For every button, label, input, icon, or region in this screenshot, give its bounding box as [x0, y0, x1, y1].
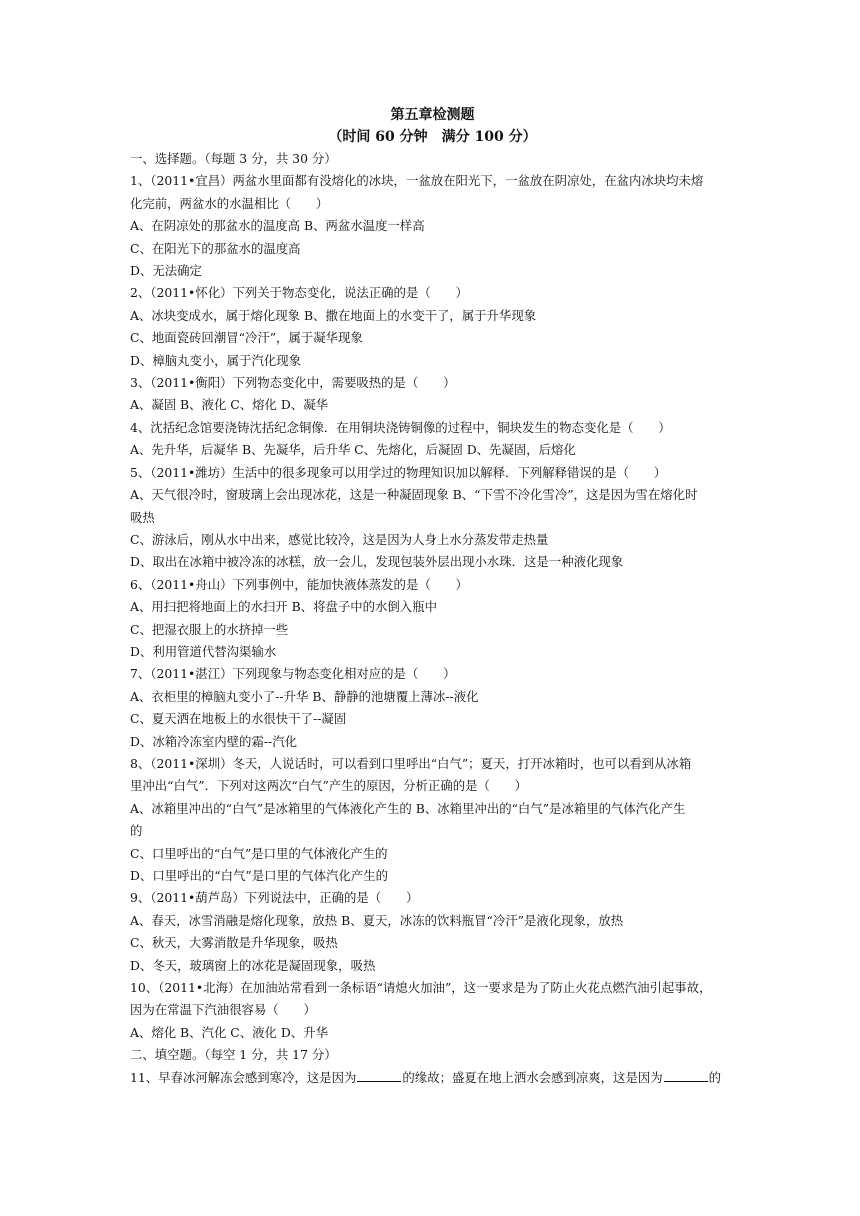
text-line: 吸热	[130, 509, 155, 525]
text-line: C、夏天洒在地板上的水很快干了--凝固	[130, 711, 347, 727]
text-line: 化完前，两盆水的水温相比（ ）	[130, 195, 329, 211]
text-line: 1、（2011•宜昌）两盆水里面都有没熔化的冰块，一盆放在阳光下，一盆放在阴凉处，在盆内冰块均未熔	[130, 173, 704, 189]
text-line: 8、（2011•深圳）冬天，人说话时，可以看到口里呼出“白气”；夏天，打开冰箱时，也可以看到从冰箱	[130, 755, 692, 771]
text-line: C、地面瓷砖回潮冒“冷汗”，属于凝华现象	[130, 330, 363, 346]
text-line: C、秋天，大雾消散是升华现象，吸热	[130, 935, 338, 951]
text-line: D、冰箱冷冻室内壁的霜--汽化	[130, 733, 297, 749]
text-line: C、口里呼出的“白气”是口里的气体液化产生的	[130, 845, 388, 861]
question-11	[130, 1067, 735, 1089]
text-line: 3、（2011•衡阳）下列物态变化中，需要吸热的是（ ）	[130, 375, 456, 391]
text-line: D、口里呼出的“白气”是口里的气体汽化产生的	[130, 868, 389, 883]
document-page	[130, 104, 735, 1089]
text-line: D、取出在冰箱中被冷冻的冰糕，放一会儿，发现包装外层出现小水珠．这是一种液化现象	[130, 554, 624, 570]
text-line: 二、填空题。（每空 1 分，共 17 分）	[130, 1047, 337, 1063]
text-line: 一、选择题。（每题 3 分，共 30 分）	[130, 151, 337, 166]
text-line: C、游泳后，刚从水中出来，感觉比较冷，这是因为人身上水分蒸发带走热量	[130, 531, 549, 547]
text-line: A、先升华，后凝华 B、先凝华，后升华 C、先熔化，后凝固 D、先凝固，后熔化	[130, 442, 576, 458]
text-line: 里冲出“白气”．下列对这两次“白气”产生的原因，分析正确的是（ ）	[130, 778, 528, 794]
q11-text: 11、早春冰河解冻会感到寒冷，这是因为	[130, 1069, 357, 1085]
text-line: 因为在常温下汽油很容易（ ）	[130, 1002, 316, 1018]
q11-text: 的缘故；盛夏在地上洒水会感到凉爽，这是因为	[402, 1069, 663, 1085]
text-line: A、衣柜里的樟脑丸变小了--升华 B、静静的池塘覆上薄冰--液化	[130, 688, 479, 704]
text-line: A、冰块变成水，属于熔化现象 B、撒在地面上的水变干了，属于升华现象	[130, 307, 537, 323]
text-line: 10、（2011•北海）在加油站常看到一条标语“请熄火加油”，这一要求是为了防止火花点燃汽油引起事故，	[130, 980, 712, 996]
answer-blank[interactable]	[357, 1069, 401, 1082]
text-line: C、把湿衣服上的水挤掉一些	[130, 621, 289, 637]
q11-text: 的	[708, 1069, 722, 1085]
text-line: 7、（2011•湛江）下列现象与物态变化相对应的是（ ）	[130, 666, 456, 682]
text-line: D、樟脑丸变小，属于汽化现象	[130, 352, 302, 368]
text-line: A、熔化 B、汽化 C、液化 D、升华	[130, 1024, 328, 1040]
text-line: C、在阳光下的那盆水的温度高	[130, 240, 301, 256]
text-line: D、冬天，玻璃窗上的冰花是凝固现象，吸热	[130, 957, 376, 973]
text-line: D、无法确定	[130, 263, 202, 279]
text-line: A、在阴凉处的那盆水的温度高 B、两盆水温度一样高	[130, 218, 425, 234]
text-line: A、春天，冰雪消融是熔化现象，放热 B、夏天，冰冻的饮料瓶冒“冷汗”是液化现象，放热	[130, 912, 624, 928]
document-subtitle: （时间 60 分钟 满分 100 分）	[328, 129, 537, 145]
text-line: A、天气很冷时，窗玻璃上会出现冰花，这是一种凝固现象 B、“下雪不冷化雪冷”，这是因为雪在熔化时	[130, 487, 698, 503]
text-line: 2、（2011•怀化）下列关于物态变化，说法正确的是（ ）	[130, 285, 468, 301]
text-line: 的	[130, 823, 143, 839]
text-line: A、冰箱里冲出的“白气”是冰箱里的气体液化产生的 B、冰箱里冲出的“白气”是冰箱里的气体汽化产生	[130, 800, 686, 816]
text-line: D、利用管道代替沟渠输水	[130, 643, 277, 659]
text-line: 6、（2011•舟山）下列事例中，能加快液体蒸发的是（ ）	[130, 576, 468, 592]
text-line: 5、（2011•潍坊）生活中的很多现象可以用学过的物理知识加以解释．下列解释错误的是（ ）	[130, 464, 667, 480]
text-line: A、凝固 B、液化 C、熔化 D、凝华	[130, 397, 328, 413]
answer-blank[interactable]	[664, 1069, 708, 1082]
text-line: 4、沈括纪念馆要浇铸沈括纪念铜像．在用铜块浇铸铜像的过程中，铜块发生的物态变化是（ ）	[130, 419, 671, 435]
text-line: 9、（2011•葫芦岛）下列说法中，正确的是（ ）	[130, 890, 419, 906]
text-line: A、用扫把将地面上的水扫开 B、将盘子中的水倒入瓶中	[130, 599, 437, 615]
question-list	[130, 148, 735, 1089]
document-title: 第五章检测题	[390, 107, 475, 123]
